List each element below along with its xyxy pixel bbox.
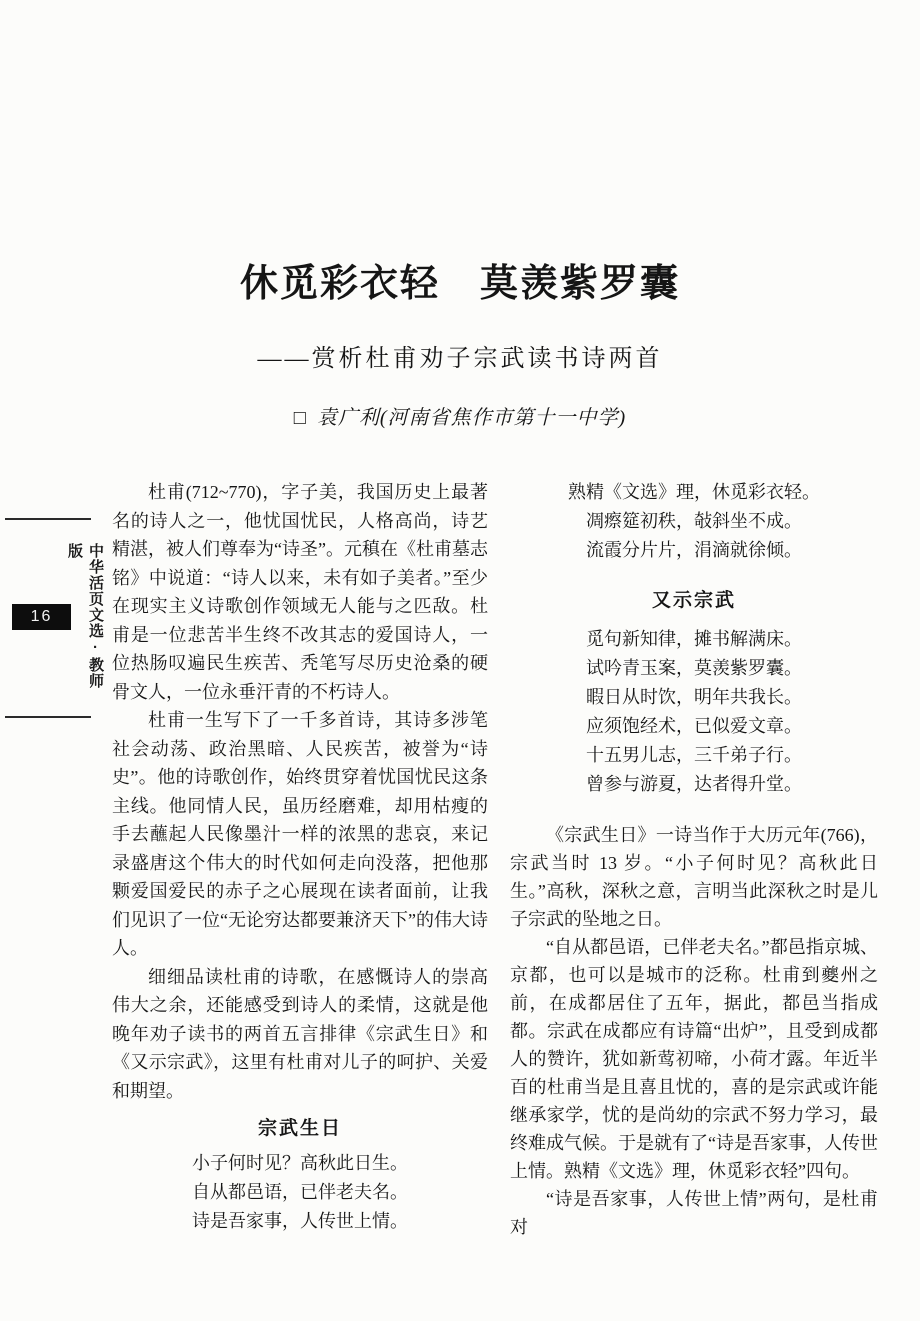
author-line [0, 405, 920, 431]
poem-line: 小子何时见？高秋此日生。 [192, 1153, 408, 1173]
page-title: 休觅彩衣轻 莫羡紫罗囊 [239, 263, 680, 305]
journal-name-vertical: 中华活页文选·教师版 [66, 543, 104, 689]
poem-line: 自从都邑语，已伴老夫名。 [192, 1182, 408, 1202]
poem-line: 曾参与游夏，达者得升堂。 [586, 774, 802, 794]
poem-line: 十五男儿志，三千弟子行。 [586, 745, 802, 765]
poem-line: 流霞分片片，涓滴就徐倾。 [586, 540, 802, 560]
paragraph: “自从都邑语，已伴老夫名。”都邑指京城、京都，也可以是城市的泛称。杜甫到夔州之前，在成都居住了五年，据此，都邑当指成都。宗武在成都应有诗篇“出炉”，且受到成都人的赞许，犹如新莺初啼，小荷才露。年近半百的杜甫当是且喜且忧的，喜的是宗武或许能继承家学，忧的是尚幼的宗武不努力学习，最终难成气候。于是就有了“诗是吾家事，人传世上情。熟精《文选》理，休觅彩衣轻”四句。 [510, 937, 878, 1181]
poem-line: 应须饱经术，已似爱文章。 [586, 716, 802, 736]
sidebar-rule-bottom [5, 716, 91, 718]
left-column [112, 478, 488, 1236]
paragraph: 《宗武生日》一诗当作于大历元年(766)，宗武当时 13 岁。“小子何时见？高秋此日生。”高秋，深秋之意，言明当此深秋之时是儿子宗武的坠地之日。 [510, 825, 878, 929]
paragraph: 细细品读杜甫的诗歌，在感慨诗人的崇高伟大之余，还能感受到诗人的柔情，这就是他晚年劝子读书的两首五言排律《宗武生日》和《又示宗武》，这里有杜甫对儿子的呵护、关爱和期望。 [112, 966, 488, 1101]
poem-title-zongwu-birthday: 宗武生日 [257, 1118, 342, 1139]
sidebar-rule-top [5, 518, 91, 520]
poem-line: 凋瘵筵初秩，敧斜坐不成。 [586, 511, 802, 531]
author-name: 袁广利(河南省焦作市第十一中学) [316, 407, 627, 429]
paragraph: 杜甫(712~770)，字子美，我国历史上最著名的诗人之一，他忧国忧民，人格高尚，诗艺精湛，被人们尊奉为“诗圣”。元稹在《杜甫墓志铭》中说道：“诗人以来，未有如子美者。”至少在现实主义诗歌创作领域无人能与之匹敌。杜甫是一位悲苦半生终不改其志的爱国诗人，一位热肠叹遍民生疾苦、秃笔写尽历史沧桑的硬骨文人，一位永垂汗青的不朽诗人。 [112, 482, 488, 702]
poem-line: 试吟青玉案，莫羡紫罗囊。 [586, 658, 802, 678]
poem-line: 觅句新知律，摊书解满床。 [586, 629, 802, 649]
poem-zongwu-birthday-continued [510, 478, 878, 565]
paragraph: 杜甫一生写下了一千多首诗，其诗多涉笔社会动荡、政治黑暗、人民疾苦，被誉为“诗史”。他的诗歌创作，始终贯穿着忧国忧民这条主线。他同情人民，虽历经磨难，却用枯瘦的手去蘸起人民像墨汁一样的浓黑的悲哀，来记录盛唐这个伟大的时代如何走向没落，把他那颗爱国爱民的赤子之心展现在读者面前，让我们见识了一位“无论穷达都要兼济天下”的伟大诗人。 [112, 710, 488, 958]
author-marker-icon: □ [293, 407, 307, 429]
right-column [510, 478, 878, 1241]
poem-zongwu-birthday [112, 1149, 488, 1236]
poem-line: 熟精《文选》理，休觅彩衣轻。 [568, 482, 820, 502]
page-number: 16 [30, 608, 53, 625]
poem-again-shown-zongwu [510, 625, 878, 799]
page-number-badge [12, 604, 71, 630]
poem-title-again-shown-zongwu: 又示宗武 [651, 590, 736, 611]
poem-line: 暇日从时饮，明年共我长。 [586, 687, 802, 707]
paragraph: “诗是吾家事，人传世上情”两句，是杜甫对 [510, 1189, 878, 1237]
poem-line: 诗是吾家事，人传世上情。 [192, 1211, 408, 1231]
page-subtitle: ——赏析杜甫劝子宗武读书诗两首 [257, 346, 663, 372]
